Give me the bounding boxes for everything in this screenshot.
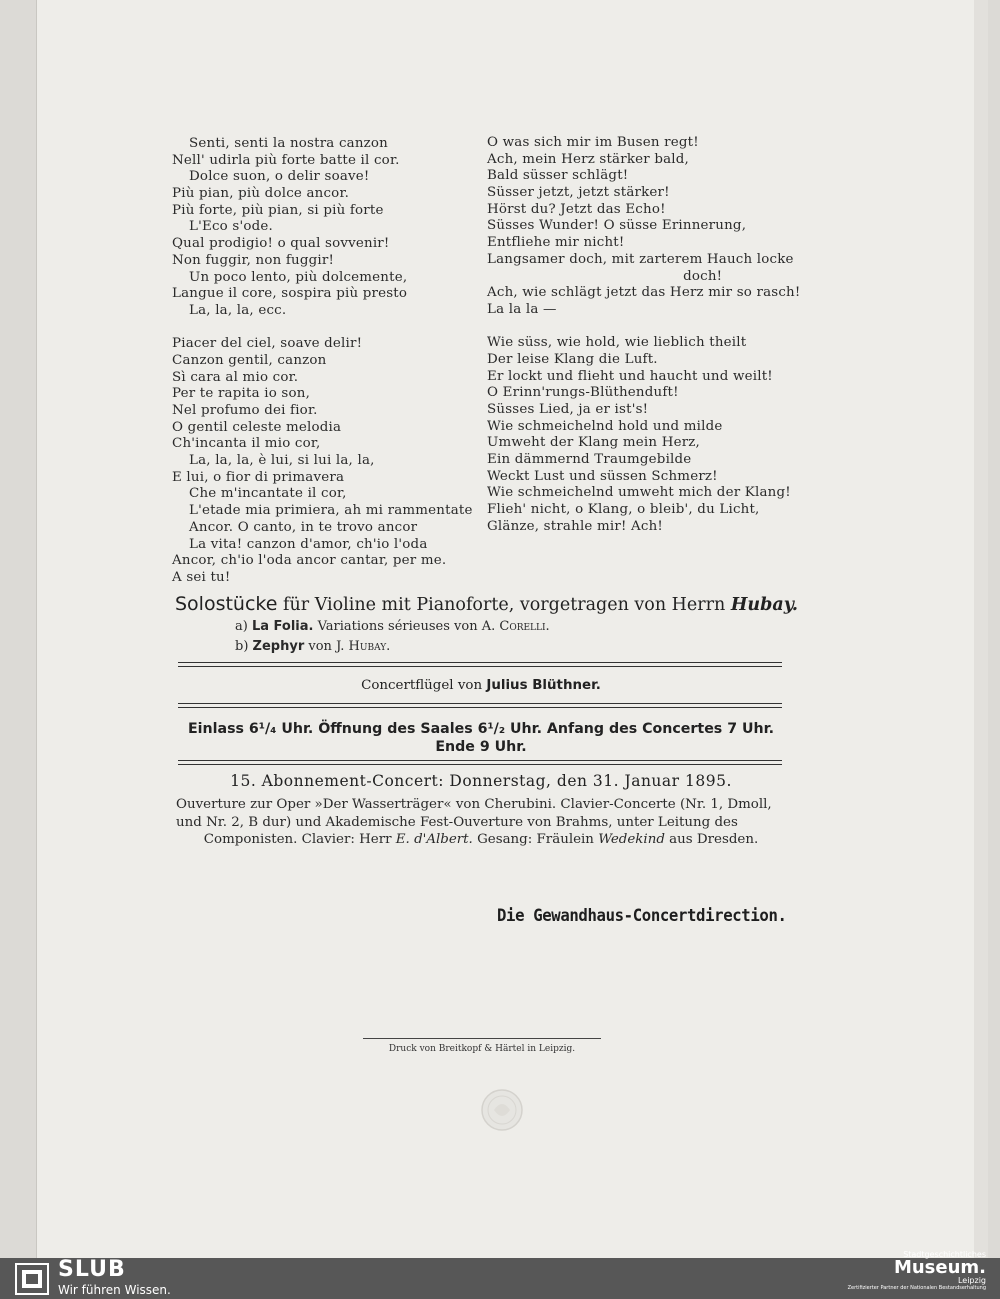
abonnement-program <box>176 796 786 849</box>
lyric-line: Non fuggir, non fuggir! <box>172 252 335 268</box>
lyric-line: Wie schmeichelnd hold und milde <box>487 418 723 434</box>
lyric-line: Nel profumo dei fior. <box>172 403 318 418</box>
lyric-line: Er lockt und flieht und haucht und weilt! <box>487 368 773 384</box>
abonnement-line-3a: Componisten. Clavier: Herr <box>203 832 392 847</box>
lyric-line: O Erinn'rungs-Blüthenduft! <box>487 385 679 401</box>
lyric-line: Dolce suon, o delir soave! <box>189 169 370 185</box>
lyric-line: Ein dämmernd Traumgebilde <box>487 452 692 468</box>
lyric-line: Qual prodigio! o qual sovvenir! <box>172 236 390 252</box>
admission-line-1: Einlass 6¹/₄ Uhr. Öffnung des Saales 6¹/₂ Uhr. Anfang des Concertes 7 Uhr. <box>187 721 774 737</box>
lyric-line: La, la, la, è lui, si lui la, la, <box>189 453 375 469</box>
lyric-line <box>172 320 473 337</box>
museum-city: Leipzig <box>957 1276 986 1285</box>
lyric-line: Più forte, più pian, si più forte <box>172 202 384 218</box>
solo-item-b-prefix: b) <box>235 639 249 654</box>
museum-pre: Stadtgeschichtliches <box>903 1250 986 1259</box>
abonnement-singer: Wedekind <box>598 832 665 847</box>
divider-rule <box>178 760 782 765</box>
lyric-line: Ach, wie schlägt jetzt das Herz mir so rasch! <box>487 285 801 301</box>
german-lyrics <box>487 135 800 536</box>
concert-direction-signature: Die Gewandhaus-Concertdirection. <box>497 906 787 926</box>
solo-item-b-title: Zephyr <box>252 639 305 654</box>
lyric-line: Che m'incantate il cor, <box>189 486 347 502</box>
lyric-line: Wie schmeichelnd umweht mich der Klang! <box>487 485 791 501</box>
abonnement-line-3c: Gesang: Fräulein <box>477 832 594 847</box>
page-edge <box>974 0 988 1258</box>
lyric-line: La la la — <box>487 301 557 317</box>
lyric-line: Langsamer doch, mit zarterem Hauch locke <box>487 251 794 267</box>
lyric-line: Più pian, più dolce ancor. <box>172 186 350 202</box>
lyric-line: Ach, mein Herz stärker bald, <box>487 151 690 167</box>
lyric-line: Flieh' nicht, o Klang, o bleib', du Licht, <box>487 502 760 518</box>
embossed-seal-icon <box>480 1088 524 1132</box>
admission-times <box>176 720 786 756</box>
solo-item-b-composer: Hubay. <box>348 639 391 654</box>
abonnement-line-3e: aus Dresden. <box>669 832 759 847</box>
divider-rule <box>178 703 782 708</box>
abonnement-line-2: und Nr. 2, B dur) und Akademische Fest-Ouverture von Brahms, unter Leitung des <box>176 814 738 830</box>
solo-item-b-text: von J. <box>308 639 345 654</box>
lyric-line: La, la, la, ecc. <box>189 302 287 318</box>
lyric-line: Ancor, ch'io l'oda ancor cantar, per me. <box>172 553 447 569</box>
concertfluegel-line <box>176 678 786 693</box>
solo-item-a-title: La Folia. <box>251 619 314 634</box>
admission-line-2: Ende 9 Uhr. <box>435 739 527 755</box>
lyric-line: L'Eco s'ode. <box>189 219 273 235</box>
lyric-line: Bald süsser schlägt! <box>487 168 629 184</box>
slub-name[interactable]: SLUB <box>58 1257 126 1282</box>
lyric-line: Süsses Lied, ja er ist's! <box>487 402 649 417</box>
slub-tagline: Wir führen Wissen. <box>58 1283 171 1297</box>
lyric-line: Ch'incanta il mio cor, <box>172 436 321 452</box>
lyric-line: Per te rapita io son, <box>172 386 311 402</box>
lyric-line: Süsser jetzt, jetzt stärker! <box>487 185 670 201</box>
abonnement-pianist: E. d'Albert. <box>395 832 473 847</box>
solo-item-a-composer: Corelli. <box>499 619 550 634</box>
lyric-line: Langue il core, sospira più presto <box>172 286 408 302</box>
lyric-line: L'etade mia primiera, ah mi rammentate <box>189 503 473 519</box>
concertfluegel-text: Concertflügel von <box>361 678 483 693</box>
lyric-line: Un poco lento, più dolcemente, <box>189 269 408 285</box>
lyric-line: Glänze, strahle mir! Ach! <box>487 518 663 534</box>
lyric-line: O gentil celeste melodia <box>172 419 342 435</box>
lyric-line: Piacer del ciel, soave delir! <box>172 336 363 352</box>
lyric-line: E lui, o fior di primavera <box>172 469 345 485</box>
abonnement-title: 15. Abonnement-Concert: Donnerstag, den 31. Januar 1895. <box>230 772 732 790</box>
museum-name: Museum. <box>893 1257 986 1278</box>
printer-rule <box>363 1038 601 1039</box>
divider-rule <box>178 662 782 667</box>
concertfluegel-name: Julius Blüthner. <box>486 678 601 693</box>
solo-item-a-text: Variations sérieuses von A. <box>317 619 496 634</box>
abonnement-line-1: Ouverture zur Oper »Der Wasserträger« von Cherubini. Clavier-Concerte (Nr. 1, Dmoll, <box>176 797 772 812</box>
slub-logo-icon[interactable] <box>12 1258 52 1298</box>
solo-heading-label: Solostücke <box>175 593 278 615</box>
abonnement-line-3 <box>176 831 786 849</box>
italian-lyrics <box>172 136 473 587</box>
solo-item-a-prefix: a) <box>235 619 248 634</box>
lyric-line: Entfliehe mir nicht! <box>487 235 625 251</box>
lyric-line: Wie süss, wie hold, wie lieblich theilt <box>487 335 747 351</box>
lyric-line: A sei tu! <box>172 569 231 585</box>
printer-note: Druck von Breitkopf & Härtel in Leipzig. <box>388 1044 576 1054</box>
lyric-line: La vita! canzon d'amor, ch'io l'oda <box>189 536 428 552</box>
solo-item-b <box>235 639 390 654</box>
lyric-line: Ancor. O canto, in te trovo ancor <box>189 519 418 535</box>
museum-logo[interactable] <box>848 1250 986 1292</box>
solo-item-a <box>235 619 550 634</box>
lyric-line: doch! <box>487 268 723 284</box>
lyric-line: Nell' udirla più forte batte il cor. <box>172 152 400 168</box>
lyric-line: Süsses Wunder! O süsse Erinnerung, <box>487 218 747 234</box>
solo-heading <box>175 593 798 615</box>
lyric-line: O was sich mir im Busen regt! <box>487 135 699 150</box>
museum-note: Zertifizierter Partner der Nationalen Bestandserhaltung <box>847 1285 986 1291</box>
lyric-line: Senti, senti la nostra canzon <box>189 136 388 151</box>
solo-performer: Hubay. <box>730 595 798 615</box>
lyric-line <box>487 319 800 336</box>
lyric-line: Canzon gentil, canzon <box>172 352 327 368</box>
lyric-line: Weckt Lust und süssen Schmerz! <box>487 468 718 484</box>
solo-heading-text: für Violine mit Pianoforte, vorgetragen von Herrn <box>283 595 726 615</box>
lyric-line: Umweht der Klang mein Herz, <box>487 435 701 451</box>
lyric-line: Sì cara al mio cor. <box>172 369 299 385</box>
lyric-line: Hörst du? Jetzt das Echo! <box>487 201 666 217</box>
lyric-line: Der leise Klang die Luft. <box>487 351 658 367</box>
